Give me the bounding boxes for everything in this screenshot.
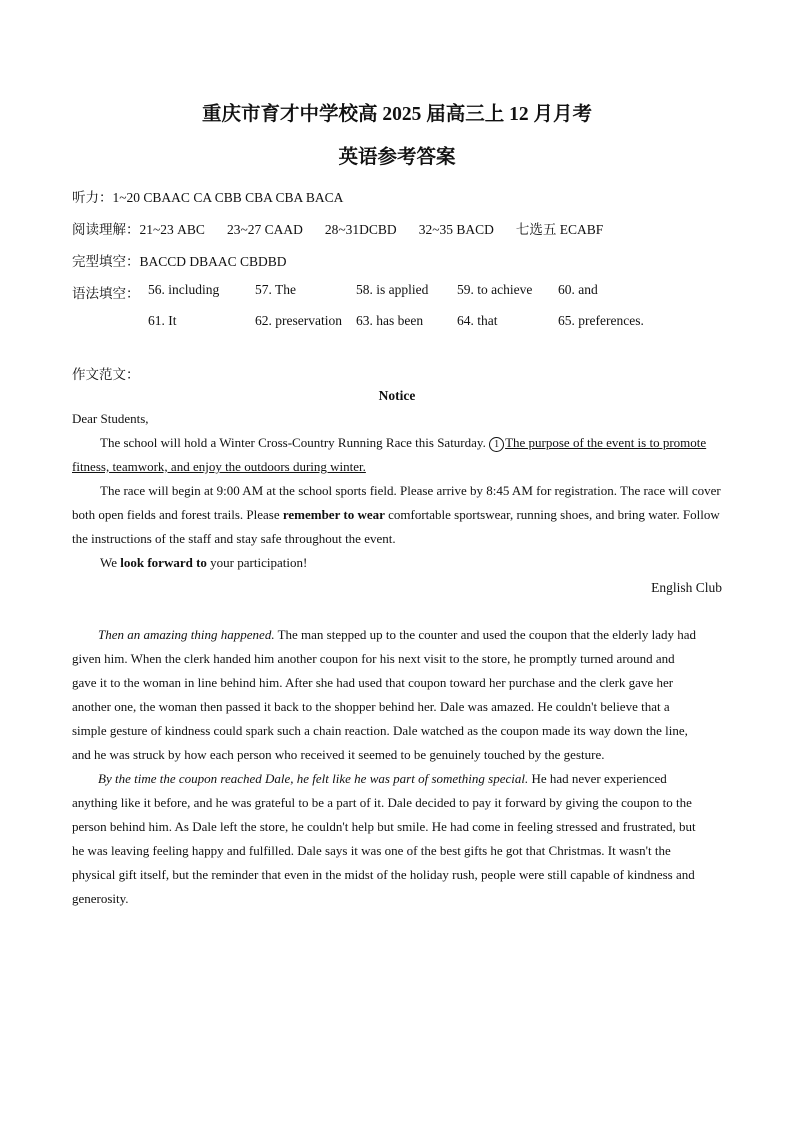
- salutation: Dear Students,: [72, 411, 149, 426]
- story-paragraph: Then an amazing thing happened. The man stepped up to the counter and used the coupon that the elderly lady had given him. When the clerk handed him another coupon for his next visit to the store, he promptly turned around and gave it to the woman in line behind him. After she had used that coupon toward her purchase and the clerk gave her another one, the woman then passed it back to the shopper behind her. Dale was amazed. He couldn't believe that a simple gesture of kindness could spark such a chain reaction. Dale watched as the coupon made its way down the line, and he was struck by how each person who received it seemed to be genuinely touched by the gesture.: [72, 627, 696, 762]
- notice-paragraph: The race will begin at 9:00 AM at the school sports field. Please arrive by 8:45 AM for registration. The race will cover both open fields and forest trails. Please remember to wear comfortable sportswear, running shoes, and bring water. Follow the instructions of the staff and stay safe throughout the event.: [72, 483, 721, 546]
- circled-number-marker: 1: [489, 437, 504, 452]
- reading-answer-group: 23~27 CAAD: [226, 222, 303, 237]
- listening-answers: 听力：1~20 CBAAC CA CBB CBA CBA BACA: [72, 190, 344, 205]
- page-title: 重庆市育才中学校高 2025 届高三上 12 月月考: [201, 104, 592, 125]
- grammar-answer: 60. and: [558, 282, 598, 297]
- signature: English Club: [651, 580, 722, 595]
- italic-opening: By the time the coupon reached Dale, he felt like he was part of something special.: [98, 771, 529, 786]
- grammar-answer: 65. preferences.: [558, 313, 644, 328]
- bold-phrase: remember to wear: [282, 507, 385, 522]
- underlined-sentence: The purpose of the event is to promote fitness, teamwork, and enjoy the outdoors during winter.: [72, 435, 707, 474]
- reading-answer-group: 七选五 ECABF: [515, 222, 604, 237]
- reading-answers: [72, 218, 603, 238]
- grammar-answer: 56. including: [148, 282, 220, 297]
- grammar-answer: 59. to achieve: [457, 282, 533, 297]
- reading-answer-group: 28~31DCBD: [324, 222, 397, 237]
- grammar-answer: 62. preservation: [255, 313, 342, 328]
- notice-paragraph: We look forward to your participation!: [100, 555, 308, 570]
- italic-opening: Then an amazing thing happened.: [98, 627, 275, 642]
- grammar-label: 语法填空：: [72, 286, 140, 301]
- notice-paragraph: The school will hold a Winter Cross-Country Running Race this Saturday. 1 The purpose of the event is to promote fitness, teamwork, and enjoy the outdoors during winter.: [72, 435, 707, 474]
- continuation-text: [72, 623, 702, 911]
- reading-answer-group: 32~35 BACD: [418, 222, 494, 237]
- page-subtitle: 英语参考答案: [338, 147, 456, 168]
- bold-phrase: look forward to: [120, 555, 207, 570]
- grammar-answer: 61. It: [148, 313, 177, 328]
- cloze-answers: 完型填空：BACCD DBAAC CBDBD: [72, 254, 287, 269]
- notice-body: [72, 407, 722, 575]
- story-paragraph: By the time the coupon reached Dale, he felt like he was part of something special. He had never experienced anything like it before, and he was grateful to be a part of it. Dale decided to pay it forward by giving the coupon to the person behind him. As Dale left the store, he couldn't help but smile. He had come in feeling stressed and frustrated, but he was leaving feeling happy and fulfilled. Dale says it was one of the best gifts he got that Christmas. It wasn't the physical gift itself, but the reminder that even in the midst of the holiday rush, people were still capable of kindness and generosity.: [72, 771, 696, 906]
- grammar-answer: 64. that: [457, 313, 498, 328]
- notice-title: Notice: [378, 388, 416, 403]
- reading-answer-group: 阅读理解：21~23 ABC: [72, 222, 205, 237]
- writing-label: 作文范文：: [72, 367, 140, 382]
- grammar-answer: 58. is applied: [356, 282, 429, 297]
- grammar-answer: 57. The: [255, 282, 296, 297]
- grammar-answer: 63. has been: [356, 313, 424, 328]
